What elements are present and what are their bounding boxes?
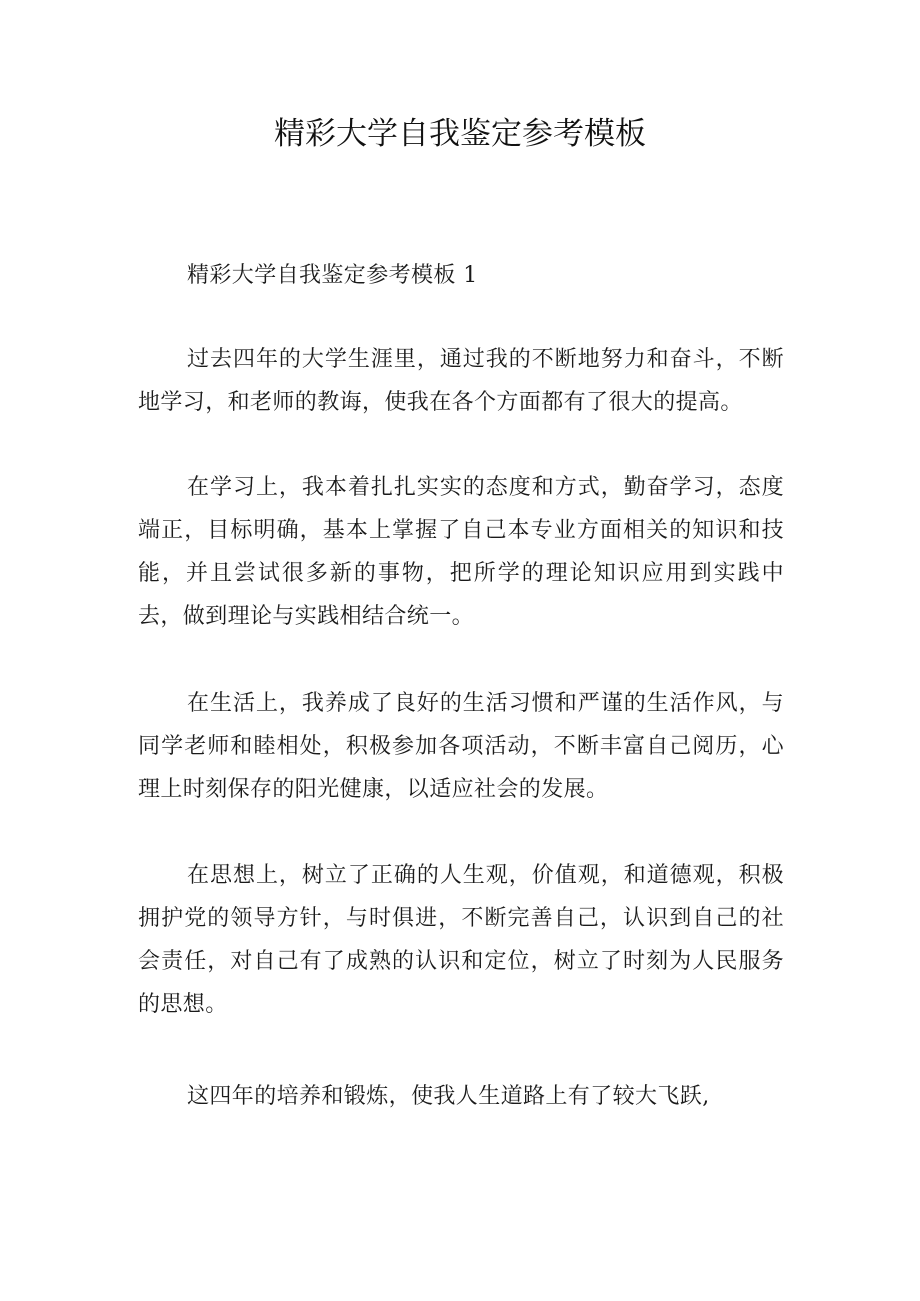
paragraph-intro: 过去四年的大学生涯里，通过我的不断地努力和奋斗，不断地学习，和老师的教诲，使我在各个方面都有了很大的提高。: [138, 347, 784, 415]
paragraph-life: 在生活上，我养成了良好的生活习惯和严谨的生活作风，与同学老师和睦相处，积极参加各项活动，不断丰富自己阅历，心理上时刻保存的阳光健康，以适应社会的发展。: [138, 691, 784, 802]
paragraph-closing: 这四年的培养和锻炼，使我人生道路上有了较大飞跃,: [187, 1084, 710, 1109]
paragraph-study: 在学习上，我本着扎扎实实的态度和方式，勤奋学习，态度端正，目标明确，基本上掌握了自己本专业方面相关的知识和技能，并且尝试很多新的事物，把所学的理论知识应用到实践中去，做到理论与实践相结合统一。: [138, 475, 784, 629]
paragraph-thought: 在思想上，树立了正确的人生观，价值观，和道德观，积极拥护党的领导方针，与时俱进，不断完善自己，认识到自己的社会责任，对自己有了成熟的认识和定位，树立了时刻为人民服务的思想。: [138, 863, 784, 1017]
section-heading: 精彩大学自我鉴定参考模板 1: [187, 263, 478, 288]
document-title: 精彩大学自我鉴定参考模板: [274, 116, 646, 152]
